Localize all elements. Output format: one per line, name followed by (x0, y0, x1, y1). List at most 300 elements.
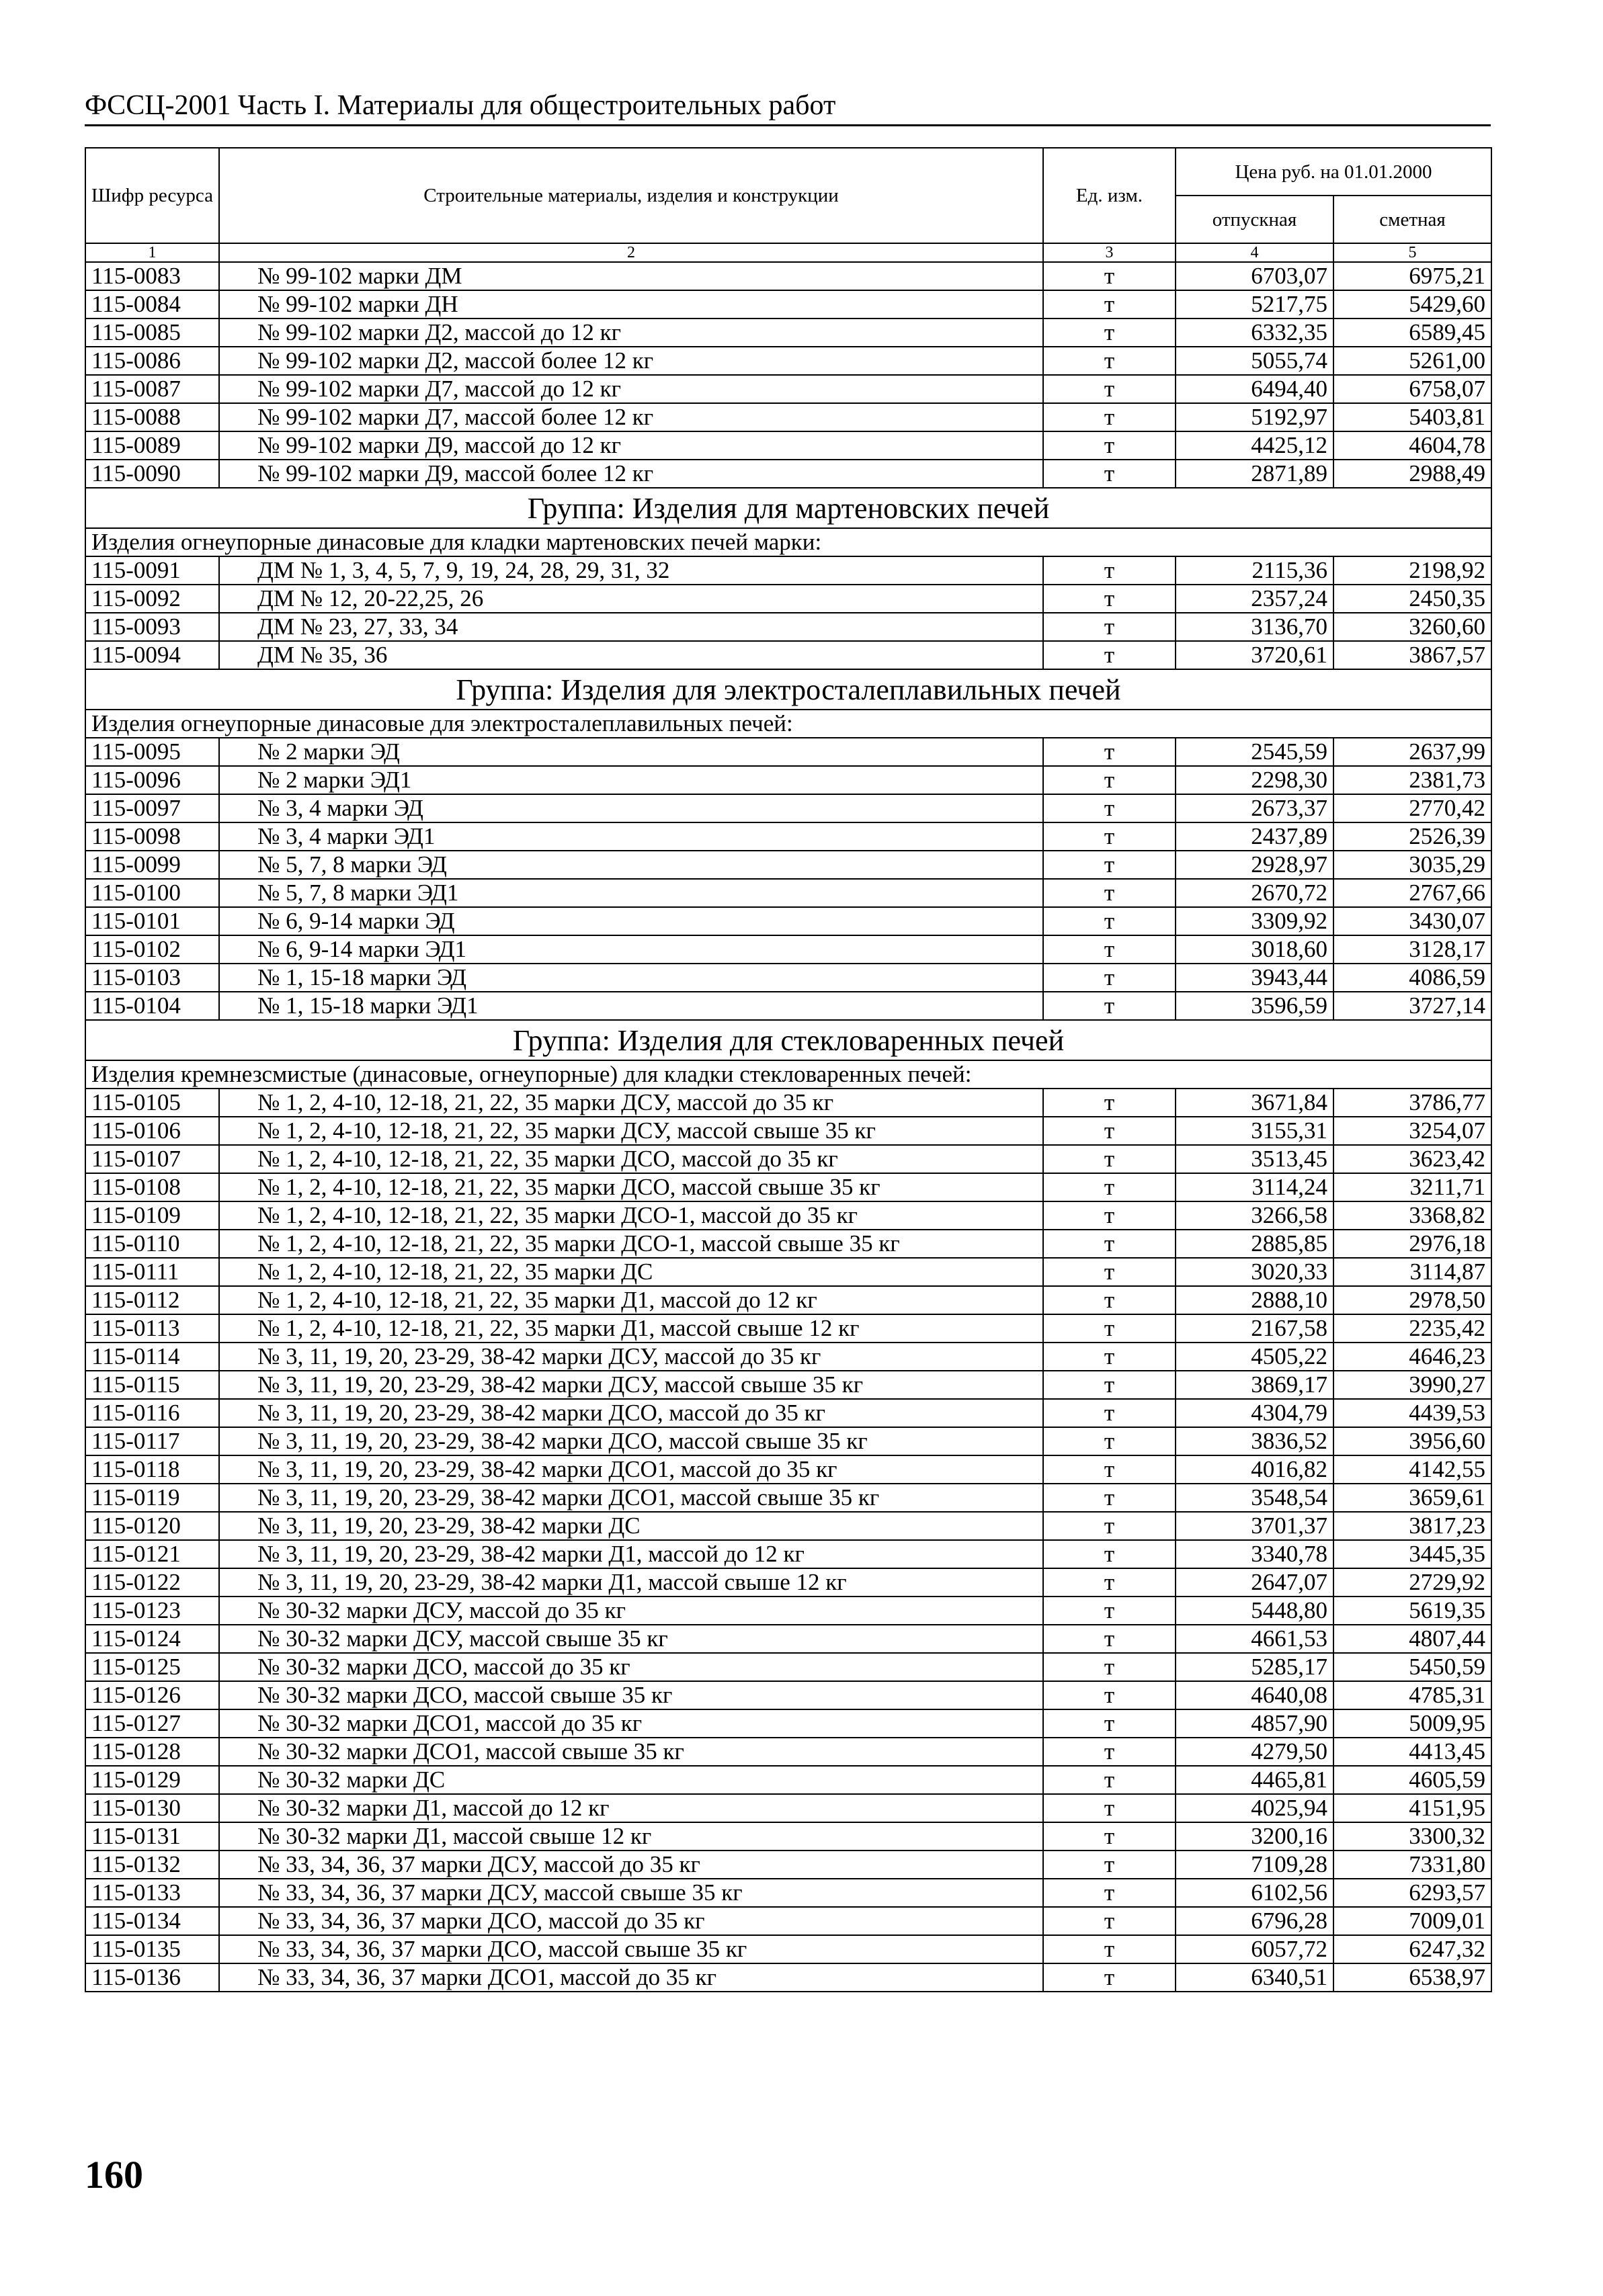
release-price: 3513,45 (1176, 1145, 1333, 1173)
material-name: № 30-32 марки ДСО, массой до 35 кг (219, 1653, 1043, 1681)
release-price: 3018,60 (1176, 935, 1333, 964)
estimate-price: 2978,50 (1333, 1286, 1491, 1314)
resource-code: 115-0114 (85, 1343, 219, 1371)
estimate-price: 4604,78 (1333, 431, 1491, 460)
release-price: 2357,24 (1176, 585, 1333, 613)
release-price: 3548,54 (1176, 1484, 1333, 1512)
table-row (85, 992, 1491, 1020)
unit-cell: т (1043, 935, 1176, 964)
resource-code: 115-0099 (85, 851, 219, 879)
material-name: № 33, 34, 36, 37 марки ДСО, массой до 35 кг (219, 1907, 1043, 1935)
release-price: 2298,30 (1176, 766, 1333, 794)
resource-code: 115-0085 (85, 318, 219, 347)
table-row (85, 1709, 1491, 1738)
release-price: 4025,94 (1176, 1794, 1333, 1822)
resource-code: 115-0100 (85, 879, 219, 907)
estimate-price: 3659,61 (1333, 1484, 1491, 1512)
resource-code: 115-0101 (85, 907, 219, 935)
estimate-price: 3254,07 (1333, 1117, 1491, 1145)
release-price: 2670,72 (1176, 879, 1333, 907)
estimate-price: 2988,49 (1333, 460, 1491, 488)
unit-cell: т (1043, 1794, 1176, 1822)
unit-cell: т (1043, 1738, 1176, 1766)
release-price: 5055,74 (1176, 347, 1333, 375)
table-row (85, 1653, 1491, 1681)
resource-code: 115-0121 (85, 1540, 219, 1568)
unit-cell: т (1043, 431, 1176, 460)
estimate-price: 6247,32 (1333, 1935, 1491, 1963)
material-name: № 3, 11, 19, 20, 23-29, 38-42 марки ДСО1, массой до 35 кг (219, 1455, 1043, 1484)
table-row (85, 641, 1491, 669)
resource-code: 115-0132 (85, 1851, 219, 1879)
material-name: № 99-102 марки ДН (219, 290, 1043, 318)
table-row (85, 1286, 1491, 1314)
unit-cell: т (1043, 1963, 1176, 1992)
release-price: 2888,10 (1176, 1286, 1333, 1314)
table-row (85, 460, 1491, 488)
material-name: № 99-102 марки Д7, массой до 12 кг (219, 375, 1043, 403)
resource-code: 115-0126 (85, 1681, 219, 1709)
estimate-price: 5403,81 (1333, 403, 1491, 431)
resource-code: 115-0125 (85, 1653, 219, 1681)
resource-code: 115-0090 (85, 460, 219, 488)
table-row (85, 1794, 1491, 1822)
estimate-price: 3211,71 (1333, 1173, 1491, 1201)
release-price: 3671,84 (1176, 1089, 1333, 1117)
material-name: № 3, 4 марки ЭД1 (219, 822, 1043, 851)
material-name: № 99-102 марки Д9, массой до 12 кг (219, 431, 1043, 460)
table-row (85, 431, 1491, 460)
resource-code: 115-0094 (85, 641, 219, 669)
release-price: 4016,82 (1176, 1455, 1333, 1484)
estimate-price: 2198,92 (1333, 556, 1491, 585)
material-name: № 3, 11, 19, 20, 23-29, 38-42 марки ДСУ, массой до 35 кг (219, 1343, 1043, 1371)
estimate-price: 3956,60 (1333, 1427, 1491, 1455)
page-number: 160 (85, 2153, 143, 2197)
unit-cell: т (1043, 613, 1176, 641)
release-price: 6057,72 (1176, 1935, 1333, 1963)
resource-code: 115-0093 (85, 613, 219, 641)
estimate-price: 2637,99 (1333, 738, 1491, 766)
unit-cell: т (1043, 1230, 1176, 1258)
resource-code: 115-0108 (85, 1173, 219, 1201)
release-price: 5285,17 (1176, 1653, 1333, 1681)
material-name: № 1, 2, 4-10, 12-18, 21, 22, 35 марки ДСО-1, массой свыше 35 кг (219, 1230, 1043, 1258)
estimate-price: 4439,53 (1333, 1399, 1491, 1427)
unit-cell: т (1043, 1089, 1176, 1117)
group-heading: Группа: Изделия для стекловаренных печей (85, 1020, 1491, 1060)
resource-code: 115-0095 (85, 738, 219, 766)
table-row (85, 1540, 1491, 1568)
table-row (85, 1145, 1491, 1173)
unit-cell: т (1043, 1879, 1176, 1907)
table-row (85, 1399, 1491, 1427)
header-price: Цена руб. на 01.01.2000 (1176, 148, 1491, 196)
table-row (85, 1738, 1491, 1766)
column-numbers-row (85, 243, 1491, 262)
table-row (85, 1512, 1491, 1540)
unit-cell: т (1043, 1653, 1176, 1681)
unit-cell: т (1043, 347, 1176, 375)
resource-code: 115-0109 (85, 1201, 219, 1230)
material-name: № 5, 7, 8 марки ЭД1 (219, 879, 1043, 907)
resource-code: 115-0098 (85, 822, 219, 851)
unit-cell: т (1043, 641, 1176, 669)
group-heading-row (85, 669, 1491, 710)
material-name: № 1, 2, 4-10, 12-18, 21, 22, 35 марки ДСУ, массой до 35 кг (219, 1089, 1043, 1117)
material-name: № 3, 11, 19, 20, 23-29, 38-42 марки Д1, массой свыше 12 кг (219, 1568, 1043, 1597)
estimate-price: 3445,35 (1333, 1540, 1491, 1568)
release-price: 7109,28 (1176, 1851, 1333, 1879)
resource-code: 115-0120 (85, 1512, 219, 1540)
material-name: № 1, 2, 4-10, 12-18, 21, 22, 35 марки ДСУ, массой свыше 35 кг (219, 1117, 1043, 1145)
table-row (85, 851, 1491, 879)
group-heading-row (85, 488, 1491, 528)
unit-cell: т (1043, 1935, 1176, 1963)
material-name: № 33, 34, 36, 37 марки ДСО, массой свыше 35 кг (219, 1935, 1043, 1963)
release-price: 6796,28 (1176, 1907, 1333, 1935)
estimate-price: 3727,14 (1333, 992, 1491, 1020)
table-row (85, 822, 1491, 851)
table-row (85, 1371, 1491, 1399)
table-row (85, 1484, 1491, 1512)
table-row (85, 738, 1491, 766)
estimate-price: 5450,59 (1333, 1653, 1491, 1681)
unit-cell: т (1043, 556, 1176, 585)
unit-cell: т (1043, 879, 1176, 907)
unit-cell: т (1043, 1314, 1176, 1343)
material-name: № 30-32 марки ДС (219, 1766, 1043, 1794)
material-name: № 33, 34, 36, 37 марки ДСУ, массой до 35 кг (219, 1851, 1043, 1879)
material-name: № 2 марки ЭД1 (219, 766, 1043, 794)
table-row (85, 403, 1491, 431)
unit-cell: т (1043, 290, 1176, 318)
material-name: № 5, 7, 8 марки ЭД (219, 851, 1043, 879)
release-price: 3943,44 (1176, 964, 1333, 992)
table-row (85, 1907, 1491, 1935)
release-price: 2871,89 (1176, 460, 1333, 488)
material-name: ДМ № 1, 3, 4, 5, 7, 9, 19, 24, 28, 29, 31, 32 (219, 556, 1043, 585)
subgroup-heading: Изделия кремнезсмистые (динасовые, огнеупорные) для кладки стекловаренных печей: (85, 1060, 1491, 1089)
resource-code: 115-0112 (85, 1286, 219, 1314)
unit-cell: т (1043, 1568, 1176, 1597)
estimate-price: 2767,66 (1333, 879, 1491, 907)
table-row (85, 794, 1491, 822)
resource-code: 115-0122 (85, 1568, 219, 1597)
unit-cell: т (1043, 1851, 1176, 1879)
release-price: 3200,16 (1176, 1822, 1333, 1851)
release-price: 3309,92 (1176, 907, 1333, 935)
material-name: № 1, 2, 4-10, 12-18, 21, 22, 35 марки Д1, массой до 12 кг (219, 1286, 1043, 1314)
material-name: № 2 марки ЭД (219, 738, 1043, 766)
table-row (85, 1963, 1491, 1992)
release-price: 4857,90 (1176, 1709, 1333, 1738)
colnum-2: 2 (219, 243, 1043, 262)
resource-code: 115-0115 (85, 1371, 219, 1399)
resource-code: 115-0119 (85, 1484, 219, 1512)
estimate-price: 7331,80 (1333, 1851, 1491, 1879)
resource-code: 115-0097 (85, 794, 219, 822)
table-row (85, 1314, 1491, 1343)
unit-cell: т (1043, 262, 1176, 290)
material-name: № 30-32 марки Д1, массой свыше 12 кг (219, 1822, 1043, 1851)
table-row (85, 766, 1491, 794)
header-estimate: сметная (1333, 196, 1491, 243)
material-name: № 6, 9-14 марки ЭД (219, 907, 1043, 935)
resource-code: 115-0103 (85, 964, 219, 992)
estimate-price: 5429,60 (1333, 290, 1491, 318)
table-row (85, 1766, 1491, 1794)
table-row (85, 1343, 1491, 1371)
resource-code: 115-0136 (85, 1963, 219, 1992)
release-price: 6340,51 (1176, 1963, 1333, 1992)
unit-cell: т (1043, 992, 1176, 1020)
resource-code: 115-0127 (85, 1709, 219, 1738)
material-name: № 3, 11, 19, 20, 23-29, 38-42 марки ДСО, массой свыше 35 кг (219, 1427, 1043, 1455)
release-price: 6332,35 (1176, 318, 1333, 347)
unit-cell: т (1043, 460, 1176, 488)
material-name: № 99-102 марки ДМ (219, 262, 1043, 290)
table-row (85, 556, 1491, 585)
estimate-price: 3430,07 (1333, 907, 1491, 935)
resource-code: 115-0087 (85, 375, 219, 403)
unit-cell: т (1043, 1709, 1176, 1738)
unit-cell: т (1043, 1907, 1176, 1935)
release-price: 2647,07 (1176, 1568, 1333, 1597)
group-heading: Группа: Изделия для мартеновских печей (85, 488, 1491, 528)
table-row (85, 1173, 1491, 1201)
estimate-price: 4151,95 (1333, 1794, 1491, 1822)
material-name: № 30-32 марки Д1, массой до 12 кг (219, 1794, 1043, 1822)
subgroup-heading: Изделия огнеупорные динасовые для электросталеплавильных печей: (85, 710, 1491, 738)
resource-code: 115-0088 (85, 403, 219, 431)
estimate-price: 3817,23 (1333, 1512, 1491, 1540)
estimate-price: 4807,44 (1333, 1625, 1491, 1653)
material-name: № 99-102 марки Д2, массой более 12 кг (219, 347, 1043, 375)
estimate-price: 3260,60 (1333, 613, 1491, 641)
table-row (85, 262, 1491, 290)
unit-cell: т (1043, 403, 1176, 431)
release-price: 3266,58 (1176, 1201, 1333, 1230)
resource-code: 115-0116 (85, 1399, 219, 1427)
release-price: 6494,40 (1176, 375, 1333, 403)
material-name: № 1, 2, 4-10, 12-18, 21, 22, 35 марки ДС (219, 1258, 1043, 1286)
estimate-price: 2729,92 (1333, 1568, 1491, 1597)
material-name: № 1, 2, 4-10, 12-18, 21, 22, 35 марки ДСО, массой свыше 35 кг (219, 1173, 1043, 1201)
header-code: Шифр ресурса (85, 148, 219, 243)
estimate-price: 5619,35 (1333, 1597, 1491, 1625)
resource-code: 115-0134 (85, 1907, 219, 1935)
material-name: ДМ № 35, 36 (219, 641, 1043, 669)
subgroup-heading-row (85, 528, 1491, 556)
release-price: 4661,53 (1176, 1625, 1333, 1653)
unit-cell: т (1043, 1597, 1176, 1625)
unit-cell: т (1043, 794, 1176, 822)
estimate-price: 2976,18 (1333, 1230, 1491, 1258)
material-name: № 1, 2, 4-10, 12-18, 21, 22, 35 марки Д1, массой свыше 12 кг (219, 1314, 1043, 1343)
resource-code: 115-0135 (85, 1935, 219, 1963)
material-name: № 30-32 марки ДСО, массой свыше 35 кг (219, 1681, 1043, 1709)
estimate-price: 3128,17 (1333, 935, 1491, 964)
estimate-price: 6589,45 (1333, 318, 1491, 347)
unit-cell: т (1043, 1427, 1176, 1455)
resource-code: 115-0130 (85, 1794, 219, 1822)
table-row (85, 907, 1491, 935)
resource-code: 115-0106 (85, 1117, 219, 1145)
resource-code: 115-0084 (85, 290, 219, 318)
material-name: № 33, 34, 36, 37 марки ДСО1, массой до 35 кг (219, 1963, 1043, 1992)
page-header-title: ФССЦ-2001 Часть I. Материалы для общестроительных работ (85, 89, 1491, 126)
estimate-price: 5261,00 (1333, 347, 1491, 375)
unit-cell: т (1043, 318, 1176, 347)
material-name: № 3, 11, 19, 20, 23-29, 38-42 марки ДСУ, массой свыше 35 кг (219, 1371, 1043, 1399)
resource-code: 115-0083 (85, 262, 219, 290)
release-price: 4304,79 (1176, 1399, 1333, 1427)
estimate-price: 6538,97 (1333, 1963, 1491, 1992)
resource-code: 115-0113 (85, 1314, 219, 1343)
unit-cell: т (1043, 1512, 1176, 1540)
unit-cell: т (1043, 1117, 1176, 1145)
release-price: 2673,37 (1176, 794, 1333, 822)
unit-cell: т (1043, 1681, 1176, 1709)
table-row (85, 1201, 1491, 1230)
release-price: 3114,24 (1176, 1173, 1333, 1201)
header-unit: Ед. изм. (1043, 148, 1176, 243)
colnum-4: 4 (1176, 243, 1333, 262)
colnum-1: 1 (85, 243, 219, 262)
table-row (85, 1879, 1491, 1907)
material-name: № 99-102 марки Д7, массой более 12 кг (219, 403, 1043, 431)
release-price: 3869,17 (1176, 1371, 1333, 1399)
estimate-price: 4646,23 (1333, 1343, 1491, 1371)
release-price: 2545,59 (1176, 738, 1333, 766)
table-row (85, 1258, 1491, 1286)
estimate-price: 2235,42 (1333, 1314, 1491, 1343)
unit-cell: т (1043, 375, 1176, 403)
release-price: 3596,59 (1176, 992, 1333, 1020)
resource-code: 115-0086 (85, 347, 219, 375)
release-price: 2885,85 (1176, 1230, 1333, 1258)
estimate-price: 6975,21 (1333, 262, 1491, 290)
resource-code: 115-0110 (85, 1230, 219, 1258)
table-row (85, 1851, 1491, 1879)
release-price: 6703,07 (1176, 262, 1333, 290)
table-row (85, 347, 1491, 375)
unit-cell: т (1043, 1399, 1176, 1427)
release-price: 5217,75 (1176, 290, 1333, 318)
estimate-price: 4086,59 (1333, 964, 1491, 992)
resource-code: 115-0128 (85, 1738, 219, 1766)
material-name: № 30-32 марки ДСУ, массой до 35 кг (219, 1597, 1043, 1625)
estimate-price: 3867,57 (1333, 641, 1491, 669)
resource-code: 115-0096 (85, 766, 219, 794)
release-price: 2167,58 (1176, 1314, 1333, 1343)
unit-cell: т (1043, 1343, 1176, 1371)
estimate-price: 3035,29 (1333, 851, 1491, 879)
resource-code: 115-0111 (85, 1258, 219, 1286)
estimate-price: 3623,42 (1333, 1145, 1491, 1173)
estimate-price: 3300,32 (1333, 1822, 1491, 1851)
material-name: № 3, 4 марки ЭД (219, 794, 1043, 822)
unit-cell: т (1043, 964, 1176, 992)
resource-code: 115-0091 (85, 556, 219, 585)
table-row (85, 290, 1491, 318)
unit-cell: т (1043, 1455, 1176, 1484)
table-row (85, 1089, 1491, 1117)
material-name: № 99-102 марки Д2, массой до 12 кг (219, 318, 1043, 347)
material-name: ДМ № 23, 27, 33, 34 (219, 613, 1043, 641)
release-price: 3136,70 (1176, 613, 1333, 641)
header-release: отпускная (1176, 196, 1333, 243)
table-row (85, 879, 1491, 907)
table-row (85, 964, 1491, 992)
release-price: 2115,36 (1176, 556, 1333, 585)
release-price: 2928,97 (1176, 851, 1333, 879)
unit-cell: т (1043, 738, 1176, 766)
material-name: № 99-102 марки Д9, массой более 12 кг (219, 460, 1043, 488)
release-price: 5448,80 (1176, 1597, 1333, 1625)
release-price: 3701,37 (1176, 1512, 1333, 1540)
resource-code: 115-0089 (85, 431, 219, 460)
material-name: № 1, 2, 4-10, 12-18, 21, 22, 35 марки ДСО, массой до 35 кг (219, 1145, 1043, 1173)
resource-code: 115-0123 (85, 1597, 219, 1625)
material-name: ДМ № 12, 20-22,25, 26 (219, 585, 1043, 613)
release-price: 4505,22 (1176, 1343, 1333, 1371)
resource-code: 115-0129 (85, 1766, 219, 1794)
resource-code: 115-0131 (85, 1822, 219, 1851)
release-price: 4279,50 (1176, 1738, 1333, 1766)
group-heading-row (85, 1020, 1491, 1060)
estimate-price: 7009,01 (1333, 1907, 1491, 1935)
resource-code: 115-0102 (85, 935, 219, 964)
unit-cell: т (1043, 907, 1176, 935)
table-row (85, 935, 1491, 964)
table-row (85, 1568, 1491, 1597)
material-name: № 3, 11, 19, 20, 23-29, 38-42 марки Д1, массой до 12 кг (219, 1540, 1043, 1568)
estimate-price: 5009,95 (1333, 1709, 1491, 1738)
material-name: № 3, 11, 19, 20, 23-29, 38-42 марки ДС (219, 1512, 1043, 1540)
material-name: № 30-32 марки ДСУ, массой свыше 35 кг (219, 1625, 1043, 1653)
table-row (85, 1230, 1491, 1258)
release-price: 3836,52 (1176, 1427, 1333, 1455)
material-name: № 30-32 марки ДСО1, массой свыше 35 кг (219, 1738, 1043, 1766)
table-row (85, 1681, 1491, 1709)
estimate-price: 2770,42 (1333, 794, 1491, 822)
resource-code: 115-0107 (85, 1145, 219, 1173)
colnum-5: 5 (1333, 243, 1491, 262)
subgroup-heading: Изделия огнеупорные динасовые для кладки мартеновских печей марки: (85, 528, 1491, 556)
table-row (85, 318, 1491, 347)
estimate-price: 6758,07 (1333, 375, 1491, 403)
release-price: 3340,78 (1176, 1540, 1333, 1568)
unit-cell: т (1043, 766, 1176, 794)
colnum-3: 3 (1043, 243, 1176, 262)
unit-cell: т (1043, 1540, 1176, 1568)
unit-cell: т (1043, 1173, 1176, 1201)
table-row (85, 375, 1491, 403)
resource-code: 115-0124 (85, 1625, 219, 1653)
unit-cell: т (1043, 851, 1176, 879)
material-name: № 1, 15-18 марки ЭД1 (219, 992, 1043, 1020)
table-row (85, 1822, 1491, 1851)
release-price: 3720,61 (1176, 641, 1333, 669)
release-price: 4465,81 (1176, 1766, 1333, 1794)
resource-code: 115-0133 (85, 1879, 219, 1907)
material-name: № 30-32 марки ДСО1, массой до 35 кг (219, 1709, 1043, 1738)
table-row (85, 1427, 1491, 1455)
unit-cell: т (1043, 1371, 1176, 1399)
table-row (85, 1455, 1491, 1484)
